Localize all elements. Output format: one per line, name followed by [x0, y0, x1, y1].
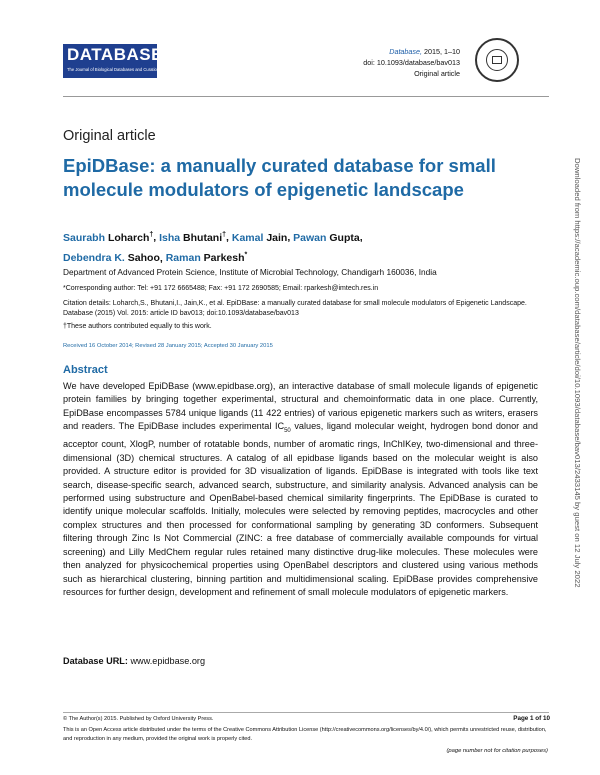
database-url [63, 656, 205, 666]
affiliation: Department of Advanced Protein Science, Institute of Microbial Technology, Chandigarh 160036, India [63, 267, 437, 277]
received-dates: Received 16 October 2014; Revised 28 January 2015; Accepted 30 January 2015 [63, 343, 273, 349]
database-url-label: Database URL: [63, 656, 128, 666]
doi[interactable]: doi: 10.1093/database/bav013 [363, 58, 460, 67]
corresponding-author: *Corresponding author: Tel: +91 172 6665488; Fax: +91 172 2690585; Email: rparkesh@imtech.res.in [63, 285, 379, 292]
author[interactable]: Raman Parkesh* [165, 251, 248, 264]
author[interactable]: Debendra K. Sahoo [63, 252, 160, 264]
footer-divider [63, 712, 549, 713]
page-number: Page 1 of 10 [513, 715, 550, 722]
equal-contribution-note: †These authors contributed equally to this work. [63, 323, 212, 330]
article-label: Original article [414, 69, 460, 78]
footer-license: This is an Open Access article distributed under the terms of the Creative Commons Attribution License (http://creativecommons.org/licenses/by/4.0/), which permits unrestricted reuse, distribution, and reproduction in any medium, provided the original work is properly cited. [63, 727, 547, 742]
author[interactable]: Pawan Gupta [293, 231, 360, 244]
journal-volume: 2015, 1–10 [424, 47, 460, 56]
page-number-note: (page number not for citation purposes) [446, 748, 548, 754]
article-title: EpiDBase: a manually curated database for small molecule modulators of epigenetic landscape [63, 155, 496, 200]
author[interactable]: Kamal Jain [231, 231, 288, 244]
abstract-heading: Abstract [63, 364, 108, 376]
abstract-body: We have developed EpiDBase (www.epidbase.org), an interactive database of small molecule ligands of epigenetic protein families by bringing together experimental, structural and chemoinformatic data in one place. Currently, EpiDBase encompasses 5784 unique ligands (11 422 entries) of various epigenetic markers such as writers, erasers and readers. The EpiDBase includes experimental $IC_{50}$ values, ligand molecular weight, hydrogen bond donor and acceptor count, XlogP, number of rotatable bonds, number of aromatic rings, InChIKey, two-dimensional and three-dimensional (3D) chemical structures. A catalog of all epidbase ligands based on the molecular weight is also provided. A structure editor is provided for 3D visualization of ligands. EpiDBase is integrated with tools like text search, disease-specific search, advanced search, substructure, and similarity analysis. Advanced analysis can be performed using substructure and OpenBabel-based chemical similarity fingerprints. The EpiDBase is curated to identify unique molecular scaffolds. Initially, molecules were selected by removing peptides, macrocycles and other complex structures and then processed for conformational sampling by generating 3D conformers. Subsequent filtering through Zinc Is Not Commercial (ZINC: a free database of commercially available compounds for virtual screening) and Lilly MedChem regular rules retained many distinctive drug-like molecules. These molecules were then analyzed for physicochemical properties using OpenBabel descriptors and clustered using various methods such as hierarchical clustering, binning partition and multidimensional scaling. EpiDBase provides comprehensive resources for further design, development and refinement of small molecule modulators of epigenetic markers. [63, 381, 538, 597]
author-list: Saurabh Loharch†, Isha Bhutani†, Kamal Jain, Pawan Gupta, Debendra K. Sahoo, Raman Parkesh* [63, 231, 363, 264]
logo-word: DATABASE [67, 45, 163, 64]
citation-details: Citation details: Loharch,S., Bhutani,I., Jain,K., et al. EpiDBase: a manually curated database for small molecule modulators of Epigenetic Landscape. Database (2015) Vol. 2015: article ID bav013; doi:10.1093/database/bav013 [63, 300, 527, 317]
seal-book-icon [492, 56, 502, 64]
journal-citation-header [363, 46, 460, 79]
header-divider [63, 96, 549, 97]
database-url-link[interactable]: www.epidbase.org [130, 656, 206, 666]
author[interactable]: Saurabh Loharch† [63, 231, 154, 244]
footer-copyright: © The Author(s) 2015. Published by Oxford University Press. [63, 716, 214, 722]
university-seal-icon [475, 38, 519, 82]
logo-tagline: The Journal of Biological Databases and Curation [67, 67, 160, 72]
journal-name: Database, [389, 47, 423, 56]
article-type: Original article [63, 128, 156, 144]
journal-logo [63, 44, 163, 78]
author[interactable]: Isha Bhutani† [159, 231, 227, 244]
download-side-note: Downloaded from https://academic.oup.com/database/article/doi/10.1093/database/bav013/2433145 by guest on 12 July 2022 [573, 158, 582, 588]
